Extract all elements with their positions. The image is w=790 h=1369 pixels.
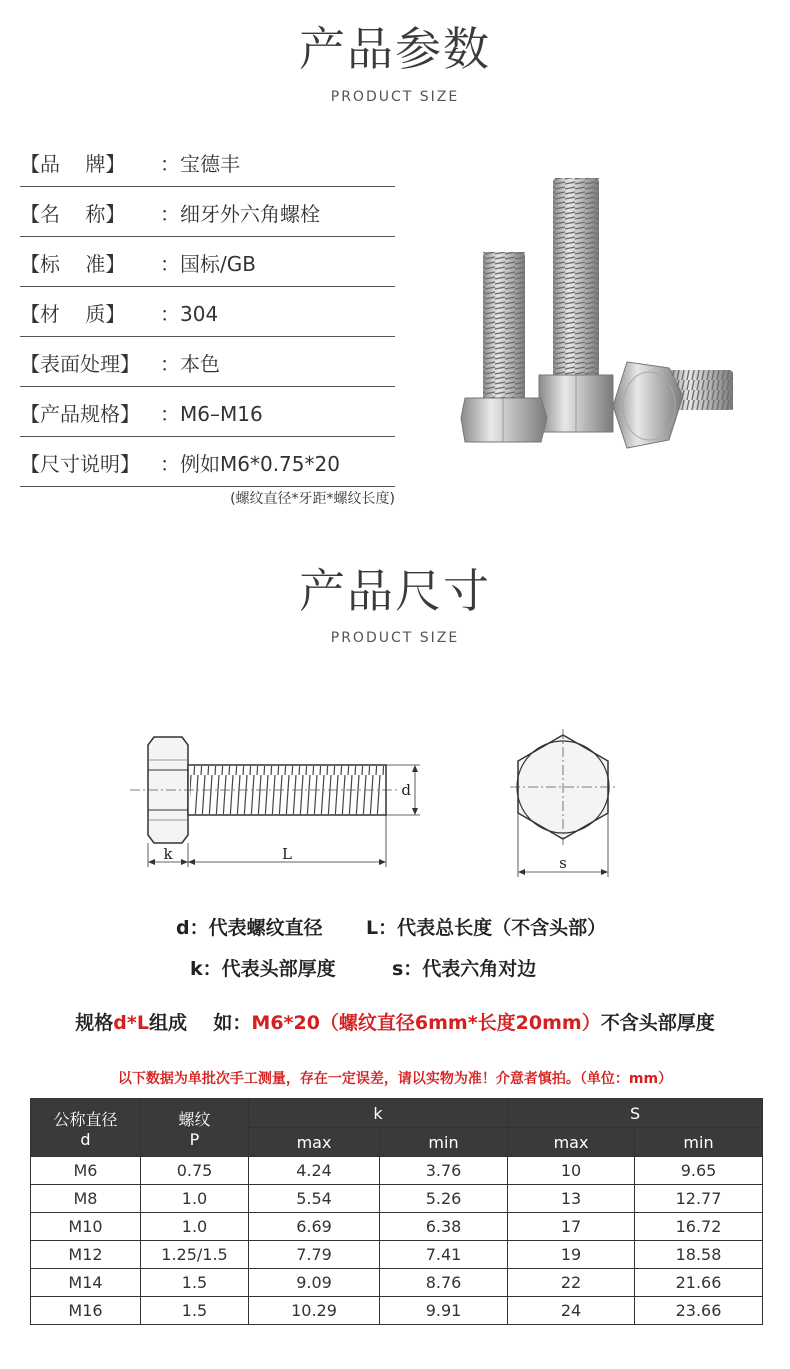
cell-s-max: 24	[508, 1297, 635, 1325]
dim-label-s: s	[559, 854, 567, 872]
param-row-material	[20, 286, 395, 337]
cell-k-max: 5.54	[249, 1185, 380, 1213]
cell-thread: 1.5	[141, 1297, 249, 1325]
spec-example: M6*20（螺纹直径6mm*长度20mm）	[251, 1012, 601, 1034]
spec-line	[0, 1008, 790, 1035]
cell-s-min: 23.66	[635, 1297, 763, 1325]
spec-formula: d*L	[113, 1012, 149, 1034]
header-thread	[141, 1099, 249, 1157]
cell-s-min: 12.77	[635, 1185, 763, 1213]
legend-d: d：代表螺纹直径	[176, 917, 323, 939]
section2-subtitle: PRODUCT SIZE	[330, 630, 460, 646]
cell-thread: 0.75	[141, 1157, 249, 1185]
legend-k: k：代表头部厚度	[190, 958, 336, 980]
cell-diameter: M14	[31, 1269, 141, 1297]
cell-s-min: 18.58	[635, 1241, 763, 1269]
bolt-dimension-drawing	[130, 715, 630, 885]
cell-k-max: 10.29	[249, 1297, 380, 1325]
param-row-brand	[20, 136, 395, 187]
param-label: 【表面处理】	[20, 352, 140, 376]
cell-k-min: 3.76	[380, 1157, 508, 1185]
cell-thread: 1.25/1.5	[141, 1241, 249, 1269]
param-label: 【材 质】	[20, 302, 126, 326]
param-value: ：例如M6*0.75*20	[160, 452, 340, 476]
section1-subtitle: PRODUCT SIZE	[330, 89, 460, 105]
param-label: 【名 称】	[20, 202, 126, 226]
cell-diameter: M16	[31, 1297, 141, 1325]
legend-L: L：代表总长度（不含头部）	[366, 917, 607, 939]
cell-k-min: 7.41	[380, 1241, 508, 1269]
cell-s-max: 19	[508, 1241, 635, 1269]
cell-s-max: 13	[508, 1185, 635, 1213]
cell-s-min: 16.72	[635, 1213, 763, 1241]
param-value: ：M6–M16	[160, 402, 263, 426]
param-value: ：国标/GB	[160, 252, 256, 276]
param-row-name	[20, 186, 395, 237]
cell-s-min: 21.66	[635, 1269, 763, 1297]
cell-s-max: 17	[508, 1213, 635, 1241]
table-row	[31, 1185, 763, 1213]
cell-diameter: M6	[31, 1157, 141, 1185]
param-value: ：本色	[160, 352, 220, 376]
section2-title: 产品尺寸	[299, 564, 491, 618]
param-value: ：304	[160, 302, 219, 326]
cell-thread: 1.0	[141, 1185, 249, 1213]
header-thread-symbol: P	[189, 1129, 200, 1149]
header-diameter	[31, 1099, 141, 1157]
param-row-standard	[20, 236, 395, 287]
bolt-photo	[455, 170, 745, 460]
spec-prefix: 规格	[75, 1012, 114, 1034]
param-label: 【品 牌】	[20, 152, 126, 176]
header-k: k	[249, 1099, 508, 1128]
cell-k-max: 4.24	[249, 1157, 380, 1185]
cell-thread: 1.5	[141, 1269, 249, 1297]
header-diameter-label: 公称直径	[53, 1109, 118, 1129]
cell-s-min: 9.65	[635, 1157, 763, 1185]
cell-k-max: 7.79	[249, 1241, 380, 1269]
table-row	[31, 1213, 763, 1241]
header-k-max: max	[249, 1128, 380, 1157]
header-diameter-symbol: d	[80, 1129, 91, 1149]
cell-k-min: 8.76	[380, 1269, 508, 1297]
param-label: 【尺寸说明】	[20, 452, 140, 476]
param-row-size	[20, 436, 395, 487]
dim-label-k: k	[163, 845, 173, 863]
cell-diameter: M10	[31, 1213, 141, 1241]
cell-k-min: 5.26	[380, 1185, 508, 1213]
cell-k-max: 9.09	[249, 1269, 380, 1297]
cell-k-min: 9.91	[380, 1297, 508, 1325]
cell-thread: 1.0	[141, 1213, 249, 1241]
header-s-max: max	[508, 1128, 635, 1157]
cell-k-max: 6.69	[249, 1213, 380, 1241]
header-s: S	[508, 1099, 763, 1128]
section1-title: 产品参数	[299, 22, 491, 76]
table-row	[31, 1269, 763, 1297]
cell-s-max: 10	[508, 1157, 635, 1185]
bolt-side-view	[130, 737, 420, 867]
cell-diameter: M12	[31, 1241, 141, 1269]
param-value: ：宝德丰	[160, 152, 240, 176]
header-thread-label: 螺纹	[178, 1109, 211, 1129]
measurement-warning: 以下数据为单批次手工测量，存在一定误差，请以实物为准！介意者慎拍。（单位：mm）	[117, 1071, 673, 1087]
cell-diameter: M8	[31, 1185, 141, 1213]
size-table	[30, 1098, 763, 1325]
legend-s: s：代表六角对边	[392, 958, 537, 980]
param-row-spec	[20, 386, 395, 437]
table-row	[31, 1297, 763, 1325]
dim-label-L: L	[282, 845, 292, 863]
cell-s-max: 22	[508, 1269, 635, 1297]
param-label: 【标 准】	[20, 252, 126, 276]
header-k-min: min	[380, 1128, 508, 1157]
header-s-min: min	[635, 1128, 763, 1157]
cell-k-min: 6.38	[380, 1213, 508, 1241]
param-row-finish	[20, 336, 395, 387]
table-row	[31, 1241, 763, 1269]
param-label: 【产品规格】	[20, 402, 140, 426]
spec-middle: 组成 如：	[148, 1012, 252, 1034]
spec-suffix: 不含头部厚度	[600, 1012, 715, 1034]
table-row	[31, 1157, 763, 1185]
param-note: (螺纹直径*牙距*螺纹长度)	[230, 491, 395, 507]
dim-label-d: d	[401, 781, 411, 799]
param-value: ：细牙外六角螺栓	[160, 202, 320, 226]
